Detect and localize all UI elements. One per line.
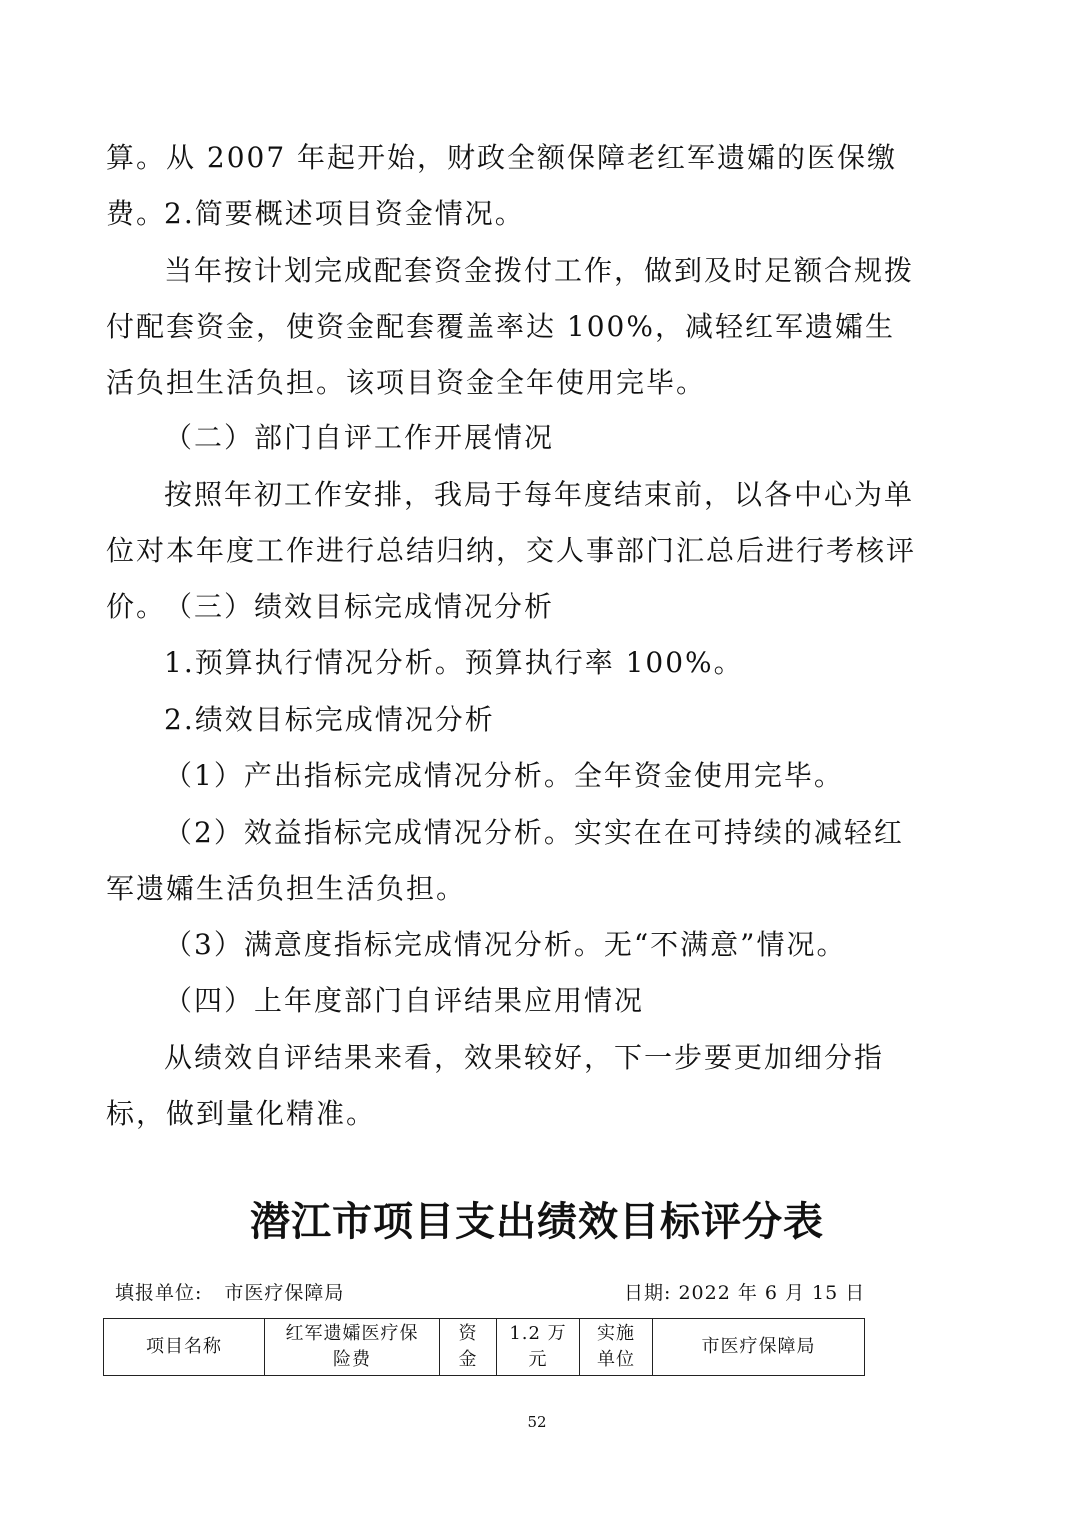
paragraph-budget-execution: 1.预算执行情况分析。预算执行率 100%。 [164, 646, 744, 679]
project-name-value: 红军遗孀医疗保险费 [265, 1319, 440, 1376]
fund-value: 1.2 万元 [497, 1319, 580, 1376]
heading-fund-overview: 2.简要概述项目资金情况。 [164, 197, 525, 230]
paragraph-output-indicators: （1）产出指标完成情况分析。全年资金使用完毕。 [164, 759, 844, 792]
implementing-unit-label: 实施单位 [580, 1319, 653, 1376]
project-name-label: 项目名称 [104, 1319, 265, 1376]
heading-prior-year-results: （四）上年度部门自评结果应用情况 [164, 984, 645, 1017]
heading-performance-analysis: （三）绩效目标完成情况分析 [164, 590, 555, 623]
paragraph-prior-year-results: 从绩效自评结果来看，效果较好，下一步要更加细分指标，做到量化精准。 [106, 1041, 885, 1130]
reporting-unit-value: 市医疗保障局 [224, 1282, 345, 1304]
table-title: 潜江市项目支出绩效目标评分表 [250, 1199, 824, 1245]
paragraph-funding-history: 算。从 2007 年起开始，财政全额保障老红军遗孀的医保缴费。 [106, 141, 898, 230]
heading-goal-completion: 2.绩效目标完成情况分析 [164, 703, 495, 736]
heading-self-evaluation: （二）部门自评工作开展情况 [164, 421, 555, 454]
reporting-unit-label: 填报单位: [115, 1282, 203, 1304]
paragraph-fund-overview: 当年按计划完成配套资金拨付工作，做到及时足额合规拨付配套资金，使资金配套覆盖率达 100%，减轻红军遗孀生活负担生活负担。该项目资金全年使用完毕。 [106, 254, 915, 399]
reporting-unit [115, 1279, 344, 1307]
table-row [104, 1319, 865, 1376]
fund-label: 资金 [440, 1319, 497, 1376]
paragraph-benefit-indicators: （2）效益指标完成情况分析。实实在在可持续的减轻红军遗孀生活负担生活负担。 [106, 816, 904, 905]
report-date-label: 日期: [624, 1282, 672, 1304]
page-number: 52 [527, 1413, 547, 1431]
report-date [624, 1279, 865, 1307]
project-info-table [103, 1318, 865, 1376]
implementing-unit-value: 市医疗保障局 [653, 1319, 865, 1376]
report-date-value: 2022 年 6 月 15 日 [678, 1282, 866, 1304]
paragraph-self-evaluation: 按照年初工作安排，我局于每年度结束前，以各中心为单位对本年度工作进行总结归纳，交人事部门汇总后进行考核评价。 [106, 478, 917, 623]
paragraph-satisfaction-indicators: （3）满意度指标完成情况分析。无“不满意”情况。 [164, 928, 847, 961]
